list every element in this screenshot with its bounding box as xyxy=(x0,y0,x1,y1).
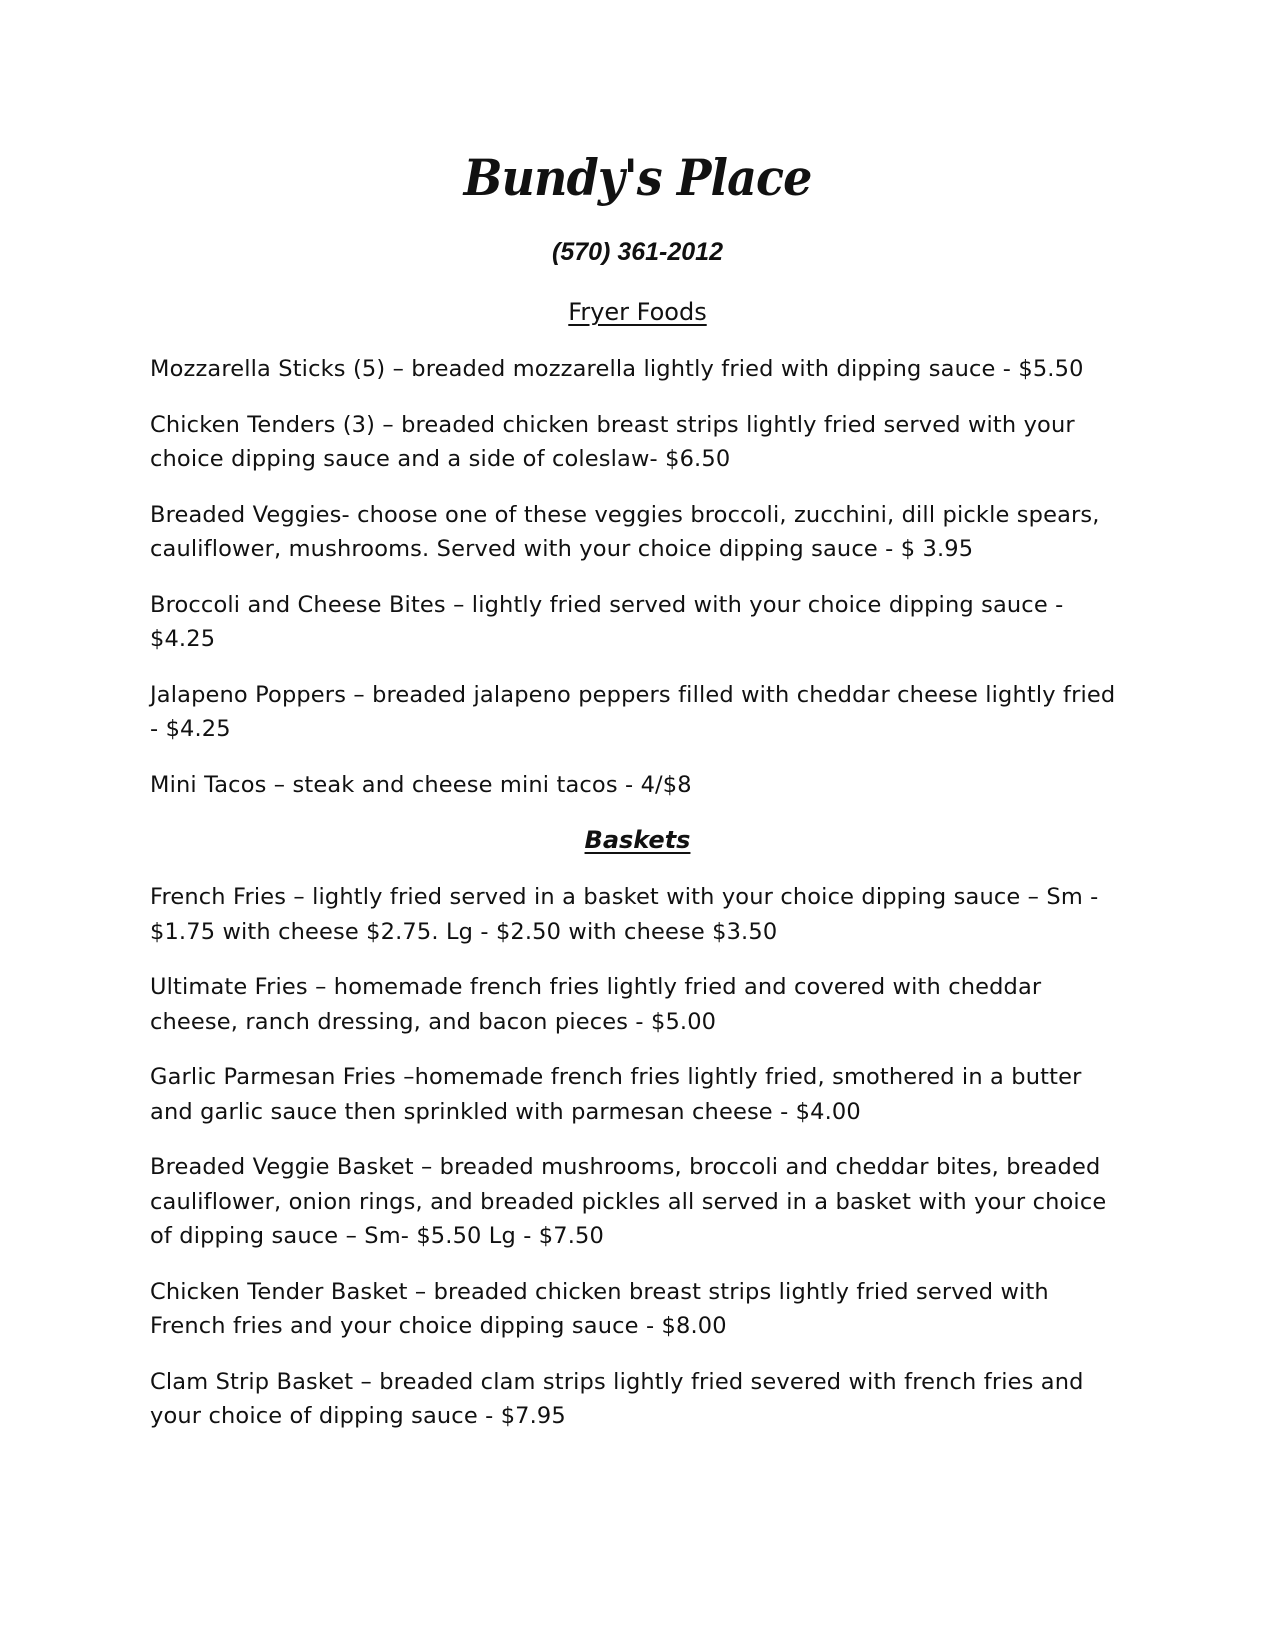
section-heading-baskets: Baskets xyxy=(584,826,691,854)
menu-item: Garlic Parmesan Fries –homemade french fries lightly fried, smothered in a butter and garlic sauce then sprinkled with parmesan cheese - $4.00 xyxy=(150,1064,1082,1125)
restaurant-title: Bundy's Place xyxy=(463,148,812,207)
menu-item: Broccoli and Cheese Bites – lightly fried served with your choice dipping sauce - $4.25 xyxy=(150,591,1064,652)
menu-item: Clam Strip Basket – breaded clam strips lightly fried severed with french fries and your choice of dipping sauce - $7.95 xyxy=(150,1368,1084,1429)
menu-item: Mini Tacos – steak and cheese mini tacos - 4/$8 xyxy=(150,771,692,798)
section-heading-fryer-foods: Fryer Foods xyxy=(568,298,707,326)
menu-item: French Fries – lightly fried served in a basket with your choice dipping sauce – Sm - $1.75 with cheese $2.75. Lg - $2.50 with cheese $3.50 xyxy=(150,884,1099,945)
menu-item: Mozzarella Sticks (5) – breaded mozzarella lightly fried with dipping sauce - $5.50 xyxy=(150,356,1084,382)
menu-item: Breaded Veggie Basket – breaded mushrooms, broccoli and cheddar bites, breaded cauliflower, onion rings, and breaded pickles all served in a basket with your choice of dipping sauce – Sm- $5.50 Lg - $7.50 xyxy=(150,1154,1107,1249)
menu-item: Jalapeno Poppers – breaded jalapeno peppers filled with cheddar cheese lightly fried - $4.25 xyxy=(150,681,1116,742)
baskets-list xyxy=(150,880,1130,1455)
fryer-foods-list xyxy=(150,352,1130,823)
menu-item: Breaded Veggies- choose one of these veggies broccoli, zucchini, dill pickle spears, cauliflower, mushrooms. Served with your choice dipping sauce - $ 3.95 xyxy=(150,501,1100,562)
menu-item: Chicken Tenders (3) – breaded chicken breast strips lightly fried served with your choice dipping sauce and a side of coleslaw- $6.50 xyxy=(150,411,1075,472)
menu-item: Ultimate Fries – homemade french fries lightly fried and covered with cheddar cheese, ranch dressing, and bacon pieces - $5.00 xyxy=(150,974,1042,1035)
phone-number: (570) 361-2012 xyxy=(552,238,723,266)
menu-item: Chicken Tender Basket – breaded chicken breast strips lightly fried served with French fries and your choice dipping sauce - $8.00 xyxy=(150,1278,1049,1339)
